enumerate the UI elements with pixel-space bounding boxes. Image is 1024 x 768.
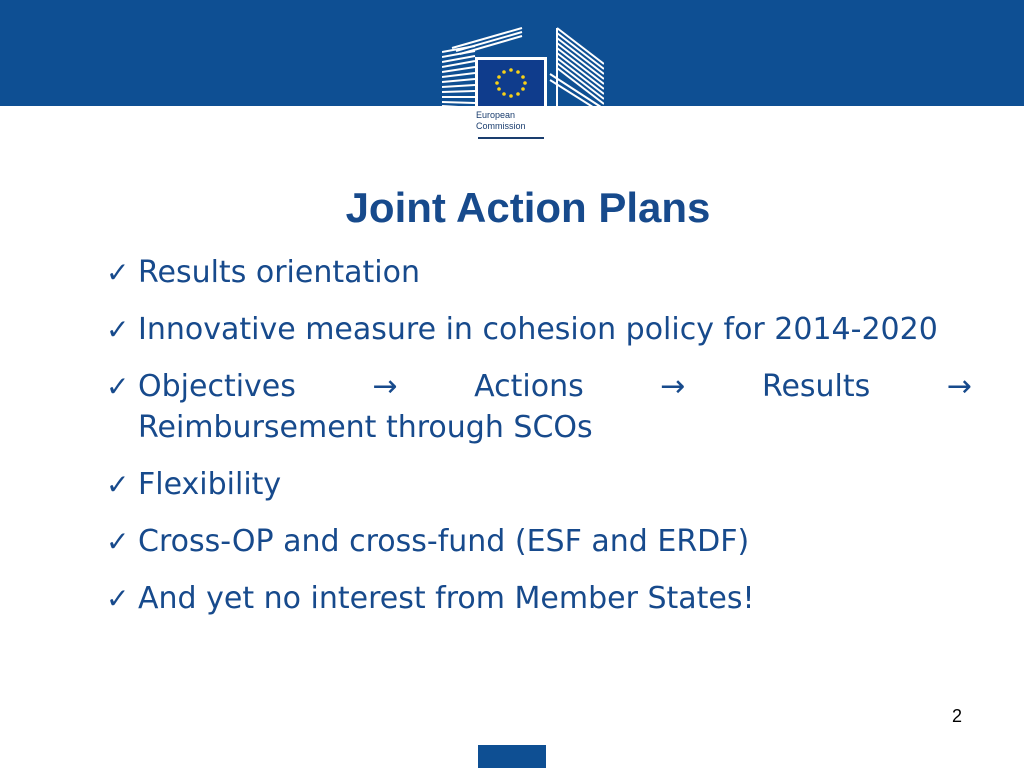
logo-caption	[476, 110, 548, 132]
flow-step-results: Results	[761, 369, 871, 404]
page-number: 2	[951, 706, 962, 726]
bullet-text: Flexibility	[138, 467, 282, 502]
european-commission-logo	[442, 24, 604, 144]
arrow-icon: →	[946, 369, 972, 404]
bullet-text: Innovative measure in cohesion policy for 2014-2020	[138, 312, 938, 347]
bullet-text: Results orientation	[138, 255, 420, 290]
checkmark-icon: ✓	[106, 468, 130, 501]
arrow-icon: →	[660, 369, 686, 404]
bullet-item	[106, 464, 972, 505]
checkmark-icon: ✓	[106, 313, 130, 346]
flow-step-reimbursement: Reimbursement through SCOs	[138, 410, 593, 445]
bullet-text: Cross-OP and cross-fund (ESF and ERDF)	[138, 524, 750, 559]
slide-title: Joint Action Plans	[345, 184, 711, 231]
checkmark-icon: ✓	[106, 370, 130, 403]
bullet-text: And yet no interest from Member States!	[138, 581, 755, 616]
bullet-item	[106, 578, 972, 619]
checkmark-icon: ✓	[106, 525, 130, 558]
bullet-item	[106, 309, 972, 350]
footer-tab	[478, 745, 546, 768]
bullet-list	[106, 252, 972, 635]
bullet-item	[106, 366, 972, 448]
bullet-item	[106, 252, 972, 293]
logo-line-2: Commission	[476, 121, 526, 131]
bullet-flow-line	[138, 366, 972, 407]
logo-line-1: European	[476, 110, 516, 120]
flow-step-objectives: Objectives	[138, 369, 296, 404]
checkmark-icon: ✓	[106, 582, 130, 615]
bullet-item	[106, 521, 972, 562]
flow-step-actions: Actions	[474, 369, 584, 404]
arrow-icon: →	[372, 369, 398, 404]
checkmark-icon: ✓	[106, 256, 130, 289]
